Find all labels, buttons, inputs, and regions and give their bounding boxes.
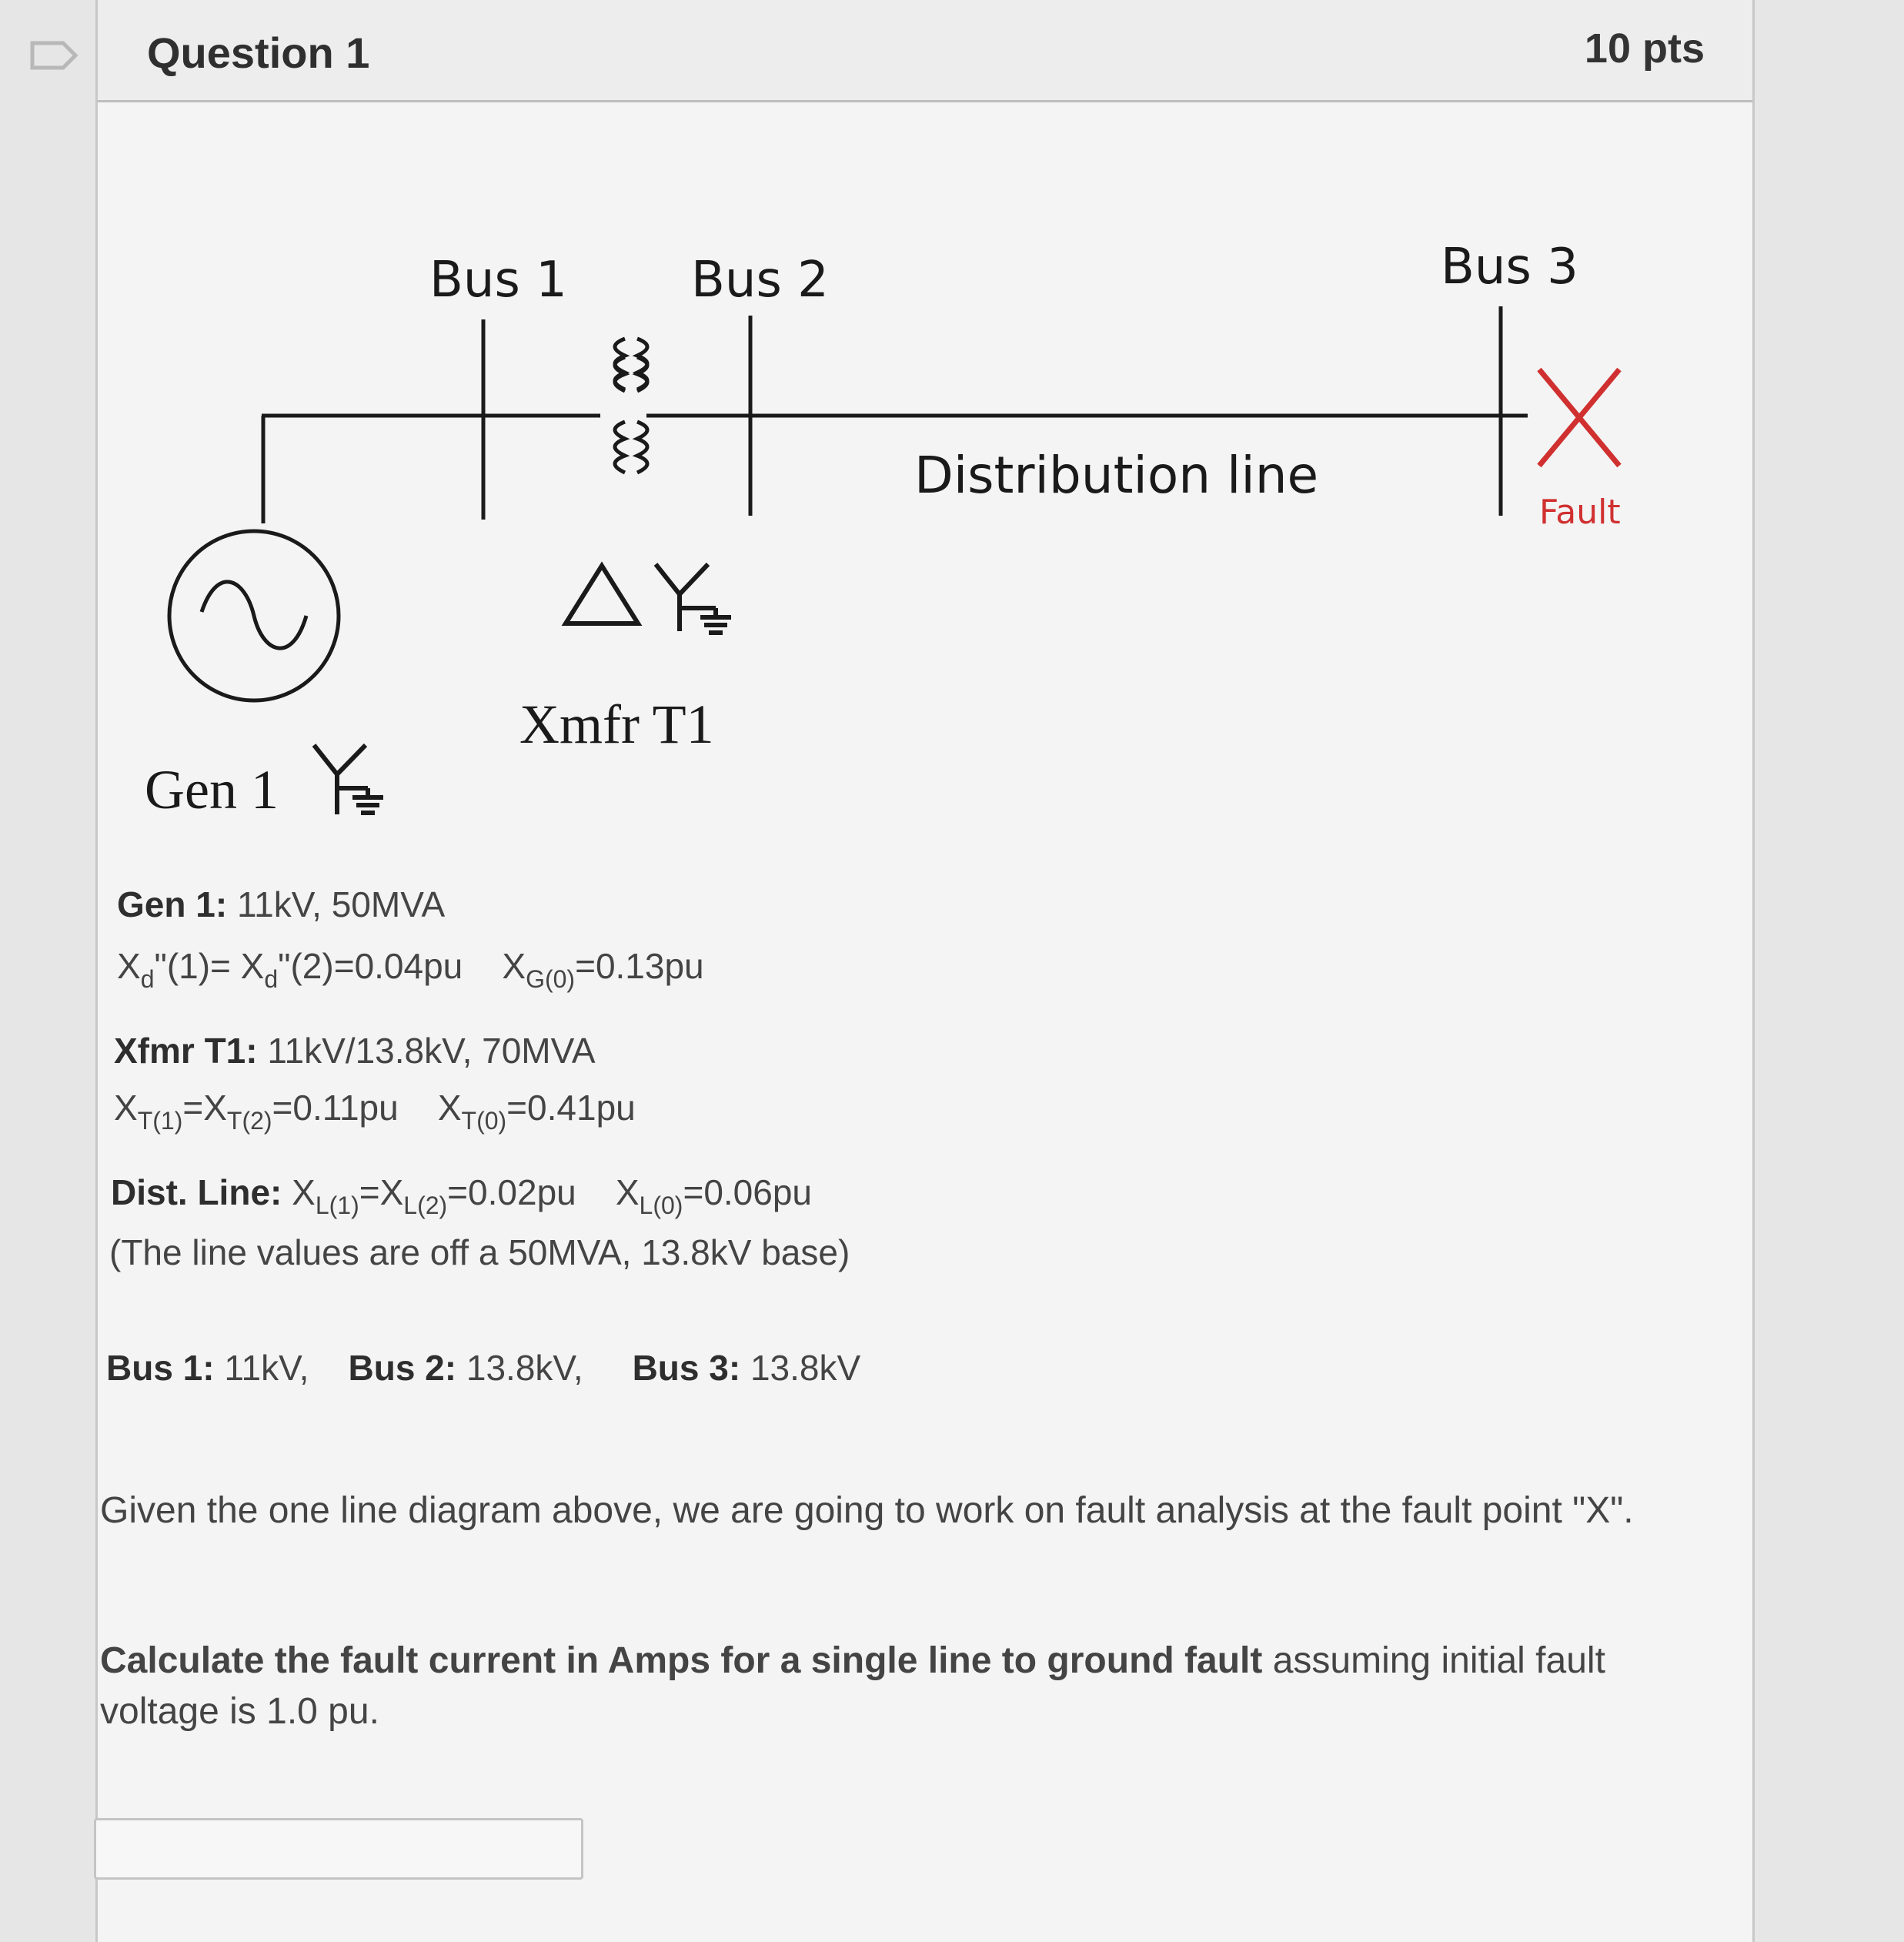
gen-x-zero-value: =0.13pu	[575, 946, 704, 986]
question-task	[100, 1636, 1701, 1737]
line-x-zero-value: =0.06pu	[683, 1172, 813, 1212]
gen-1-label: Gen 1	[145, 759, 279, 821]
xfmr-x-zero-value: =0.41pu	[506, 1088, 636, 1128]
gen-spec-rating-value: 11kV, 50MVA	[236, 884, 446, 924]
line-x-zero-sub: L(0)	[639, 1192, 683, 1219]
one-line-diagram	[0, 0, 1904, 862]
gen-spec-label: Gen 1:	[117, 884, 228, 924]
gen-x-pos-sub: d	[140, 965, 155, 993]
line-x-zero-symbol: X	[615, 1172, 640, 1212]
line-x-pos-symbol: X	[292, 1172, 316, 1212]
line-x-pos-sub: L(1)	[315, 1192, 359, 1219]
xfmr-x-neg-sub: T(2)	[226, 1107, 272, 1135]
gen-x-pos-mid: "(1)= X	[154, 946, 265, 986]
line-x-neg-sub: L(2)	[403, 1192, 448, 1219]
gen-x-pos-value: "(2)=0.04pu	[278, 946, 463, 986]
bus-1-voltage-value: 11kV,	[224, 1348, 309, 1388]
gen-spec-rating	[117, 884, 445, 925]
xfmr-spec-rating	[114, 1030, 596, 1071]
bus-3-label: Bus 3	[1441, 239, 1578, 296]
wye-grounded-xfmr-icon	[656, 564, 731, 633]
gen-x-neg-sub: d	[264, 965, 279, 993]
gen-x-zero-symbol: X	[502, 946, 526, 986]
answer-input[interactable]	[94, 1818, 583, 1880]
generator-sine-icon	[202, 582, 306, 648]
bus-2-voltage-label: Bus 2:	[348, 1348, 457, 1388]
xfmr-x-pos-sub: T(1)	[137, 1107, 183, 1135]
line-x-pos-value: =0.02pu	[447, 1172, 576, 1212]
xfmr-x-zero-symbol: X	[437, 1088, 462, 1128]
transformer-coils	[615, 339, 647, 473]
xfmr-spec-label: Xfmr T1:	[114, 1031, 258, 1071]
xfmr-x-zero-sub: T(0)	[461, 1107, 507, 1135]
bus-voltages	[106, 1347, 860, 1389]
one-line-diagram-svg	[0, 0, 1904, 862]
fault-label: Fault	[1539, 493, 1621, 532]
question-task-rest: assuming initial fault voltage is 1.0 pu.	[100, 1640, 1605, 1732]
xfmr-x-pos-symbol: X	[114, 1088, 138, 1128]
gen-spec-reactance	[117, 945, 704, 994]
question-task-bold: Calculate the fault current in Amps for a single line to ground fault	[100, 1640, 1263, 1681]
gen-x-zero-sub: G(0)	[526, 965, 576, 993]
fault-x-icon	[1539, 369, 1619, 466]
bus-2-voltage-value: 13.8kV,	[466, 1348, 583, 1388]
line-x-pos-mid: =X	[359, 1172, 404, 1212]
delta-winding-icon	[566, 566, 638, 623]
bus-3-voltage-label: Bus 3:	[632, 1348, 741, 1388]
wye-grounded-gen-icon	[314, 745, 383, 814]
xfmr-spec-rating-value: 11kV/13.8kV, 70MVA	[267, 1031, 596, 1071]
line-spec-label: Dist. Line:	[111, 1172, 282, 1212]
line-spec-note: (The line values are off a 50MVA, 13.8kV base)	[109, 1232, 850, 1272]
xfmr-spec-reactance	[114, 1087, 636, 1135]
xfmr-t1-label: Xmfr T1	[519, 694, 714, 755]
bus-1-voltage-label: Bus 1:	[106, 1348, 215, 1388]
line-spec-reactance	[111, 1172, 812, 1220]
question-intro: Given the one line diagram above, we are going to work on fault analysis at the fault point "X".	[100, 1490, 1634, 1531]
xfmr-x-pos-value: =0.11pu	[272, 1088, 399, 1128]
diagram-lines	[169, 306, 1528, 700]
xfmr-x-pos-mid: =X	[182, 1088, 227, 1128]
question-points: 10 pts	[1584, 25, 1705, 72]
question-title: Question 1	[147, 28, 370, 77]
bus-2-label: Bus 2	[691, 252, 829, 309]
bus-3-voltage-value: 13.8kV	[750, 1348, 861, 1388]
distribution-line-label: Distribution line	[914, 446, 1319, 505]
gen-x-pos-symbol: X	[117, 946, 141, 986]
bus-1-label: Bus 1	[429, 252, 567, 309]
